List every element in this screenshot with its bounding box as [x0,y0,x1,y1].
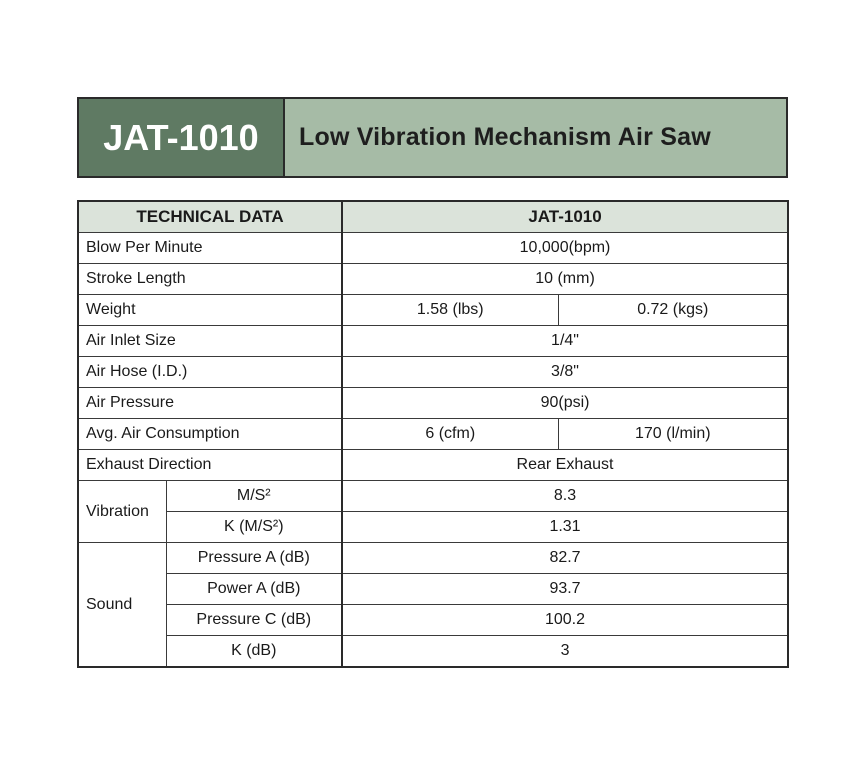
sub-label: Power A (dB) [166,574,342,605]
sub-label: K (M/S²) [166,512,342,543]
row-value: 3/8" [342,357,788,388]
table-row [78,636,788,668]
sound-group-label: Sound [78,543,166,668]
row-value-metric: 170 (l/min) [558,419,788,450]
header-model: JAT-1010 [342,201,788,233]
row-value: 100.2 [342,605,788,636]
row-label: Air Hose (I.D.) [78,357,342,388]
table-row [78,481,788,512]
row-value: 82.7 [342,543,788,574]
product-header [77,97,788,178]
row-label: Weight [78,295,342,326]
sub-label: Pressure A (dB) [166,543,342,574]
row-value: 3 [342,636,788,668]
table-header-row [78,201,788,233]
table-row [78,419,788,450]
row-value-metric: 0.72 (kgs) [558,295,788,326]
sub-label: M/S² [166,481,342,512]
row-label: Air Pressure [78,388,342,419]
table-row [78,326,788,357]
header-technical-data: TECHNICAL DATA [78,201,342,233]
row-value: 1/4" [342,326,788,357]
table-row [78,264,788,295]
row-value: 90(psi) [342,388,788,419]
row-value-imperial: 6 (cfm) [342,419,558,450]
row-value: 8.3 [342,481,788,512]
row-label: Exhaust Direction [78,450,342,481]
row-value: 10,000(bpm) [342,233,788,264]
table-row [78,543,788,574]
model-title: JAT-1010 [79,99,285,176]
row-value: Rear Exhaust [342,450,788,481]
table-row [78,574,788,605]
table-row [78,357,788,388]
row-label: Avg. Air Consumption [78,419,342,450]
table-row [78,512,788,543]
row-value: 1.31 [342,512,788,543]
product-description: Low Vibration Mechanism Air Saw [285,99,786,176]
row-value: 93.7 [342,574,788,605]
row-label: Blow Per Minute [78,233,342,264]
sub-label: Pressure C (dB) [166,605,342,636]
table-row [78,233,788,264]
table-row [78,295,788,326]
technical-data-table [77,200,789,668]
row-label: Stroke Length [78,264,342,295]
row-value: 10 (mm) [342,264,788,295]
row-label: Air Inlet Size [78,326,342,357]
table-row [78,388,788,419]
sub-label: K (dB) [166,636,342,668]
table-row [78,450,788,481]
row-value-imperial: 1.58 (lbs) [342,295,558,326]
vibration-group-label: Vibration [78,481,166,543]
table-row [78,605,788,636]
